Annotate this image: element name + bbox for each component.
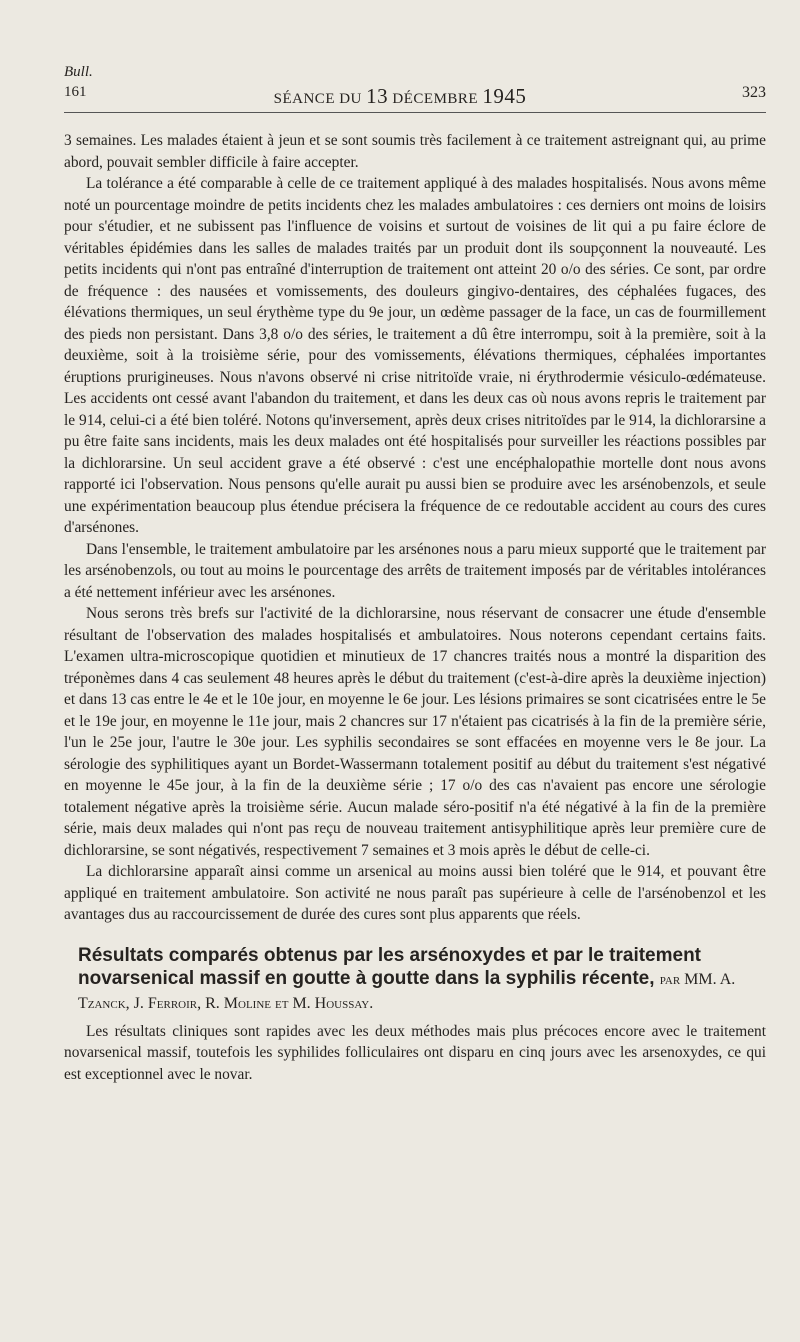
paragraph-1: 3 semaines. Les malades étaient à jeun et se sont soumis très facilement à ce traitement astreignant qui, au prime abord, pouvait sembler difficile à faire accepter. (64, 132, 766, 171)
journal-page-number: 161 (64, 84, 87, 100)
paragraph-2: La tolérance a été comparable à celle de ce traitement appliqué à des malades hospitalisés. Nous avons même noté un pourcentage moindre de petits incidents chez les malades ambulatoires : ces derniers ont moins de loisirs pour s'étudier, et ne subissent pas l'influence de voisins et surtout de voisines de lit qui a pu faire éclore de véritables épidémies dans les salles de malades traités par un produit dont ils soupçonnent la nouveauté. Les petits incidents qui n'ont pas entraîné d'interruption de traitement ont atteint 20 o/o des séries. Ce sont, par ordre de fréquence : des nausées et vomissements, des douleurs gingivo-dentaires, des céphalées fugaces, des élévations thermiques, un seul érythème type du 9e jour, un œdème passager de la face, un cas de fourmillement des pieds non persistant. Dans 3,8 o/o des séries, le traitement a dû être interrompu, soit à la première, soit à la deuxième, soit à la troisième série, pour des vomissements, élévations thermiques, céphalées importantes éruptions prurigineuses. Nous n'avons observé ni crise nitritoïde vraie, ni érythrodermie vésiculo-œdémateuse. Les accidents ont cessé avant l'abandon du traitement, et dans les deux cas où nous avons repris le traitement par le 914, celui-ci a été bien toléré. Notons qu'inversement, après deux crises nitritoïdes par le 914, la dichlorarsine a pu être faite sans incidents, mais les deux malades ont été hospitalisés pour surveiller les réactions possibles par la dichlorarsine. Un seul accident grave a été observé : c'est une encéphalopathie mortelle dont nous avons rapporté ici l'observation. Nous pensons qu'elle aurait pu aussi bien se produire avec les arsénobenzols, et seule une expérimentation beaucoup plus étendue précisera la fréquence de ce redoutable accident au cours des cures d'arsénones. (64, 175, 766, 536)
header-prefix: SÉANCE DU (273, 91, 362, 107)
section-paragraph: Les résultats cliniques sont rapides avec les deux méthodes mais plus précoces encore avec le traitement novarsenical massif, toutefois les syphilides folliculaires ont disparu en cinq jours avec les arsenoxydes, ce qui est exceptionnel avec le novar. (64, 1022, 766, 1083)
running-header (0, 84, 800, 109)
section-title: Résultats comparés obtenus par les arsénoxydes et par le traitement novarsenical massif en goutte à goutte dans la syphilis récente, (78, 944, 702, 989)
paragraph-5: La dichlorarsine apparaît ainsi comme un arsenical au moins aussi bien toléré que le 914, et pouvant être appliqué en traitement ambulatoire. Son activité ne nous paraît pas supérieure à celle de l'arsénobenzol et les avantages dus au raccourcissement de durée des cures sont plus apparents que réels. (64, 863, 766, 923)
section-authors: par MM. A. Tzanck, J. Ferroir, R. Moline et M. Houssay. (78, 970, 736, 1012)
paragraph-3: Dans l'ensemble, le traitement ambulatoire par les arsénones nous a paru mieux supporté que le traitement par les arsénobenzols, ou tout au moins le pourcentage des arrêts de traitement imposés par de véritables intolérances a été nettement inférieur avec les arsénones. (64, 540, 766, 601)
paragraph-4: Nous serons très brefs sur l'activité de la dichlorarsine, nous réservant de consacrer une étude d'ensemble résultant de l'observation des malades hospitalisés et ambulatoires. Nous noterons cependant certains faits. L'examen ultra-microscopique quotidien et minutieux de 17 chancres traités nous a montré la disparition des tréponèmes dans 4 cas seulement 48 heures après le début du traitement (c'est-à-dire après la deuxième injection) et dans 13 cas entre le 4e et le 10e jour, en moyenne le 6e jour. Les lésions primaires se sont cicatrisées entre le 5e et le 19e jour, en moyenne le 11e jour, mais 2 chancres sur 17 n'étaient pas cicatrisés à la fin de la première série, l'un le 25e jour, l'autre le 30e jour. Les syphilis secondaires se sont effacées en moyenne vers le 8e jour. La sérologie des syphilitiques ayant un Bordet-Wassermann totalement positif au début du traitement s'est négativé en moyenne le 45e jour, à la fin de la deuxième série ; 17 o/o des cas n'avaient pas encore une sérologie totalement négative après la troisième série. Aucun malade séro-positif n'a été négativé à la fin de la première série, mais deux malades qui n'ont pas reçu de nouveau traitement antisyphilitique après leur première cure de dichlorarsine, se sont négativés, respectivement 7 semaines et 3 mois après le début de celle-ci. (64, 605, 766, 859)
header-day: 13 (366, 84, 389, 108)
page-number: 323 (742, 84, 766, 101)
header-month: DÉCEMBRE (392, 91, 479, 107)
header-rule (64, 112, 766, 113)
header-year: 1945 (482, 84, 527, 108)
section-body (64, 1021, 766, 1086)
article-body (64, 130, 766, 1085)
section-heading (78, 944, 766, 1015)
journal-abbrev: Bull. (64, 64, 93, 80)
